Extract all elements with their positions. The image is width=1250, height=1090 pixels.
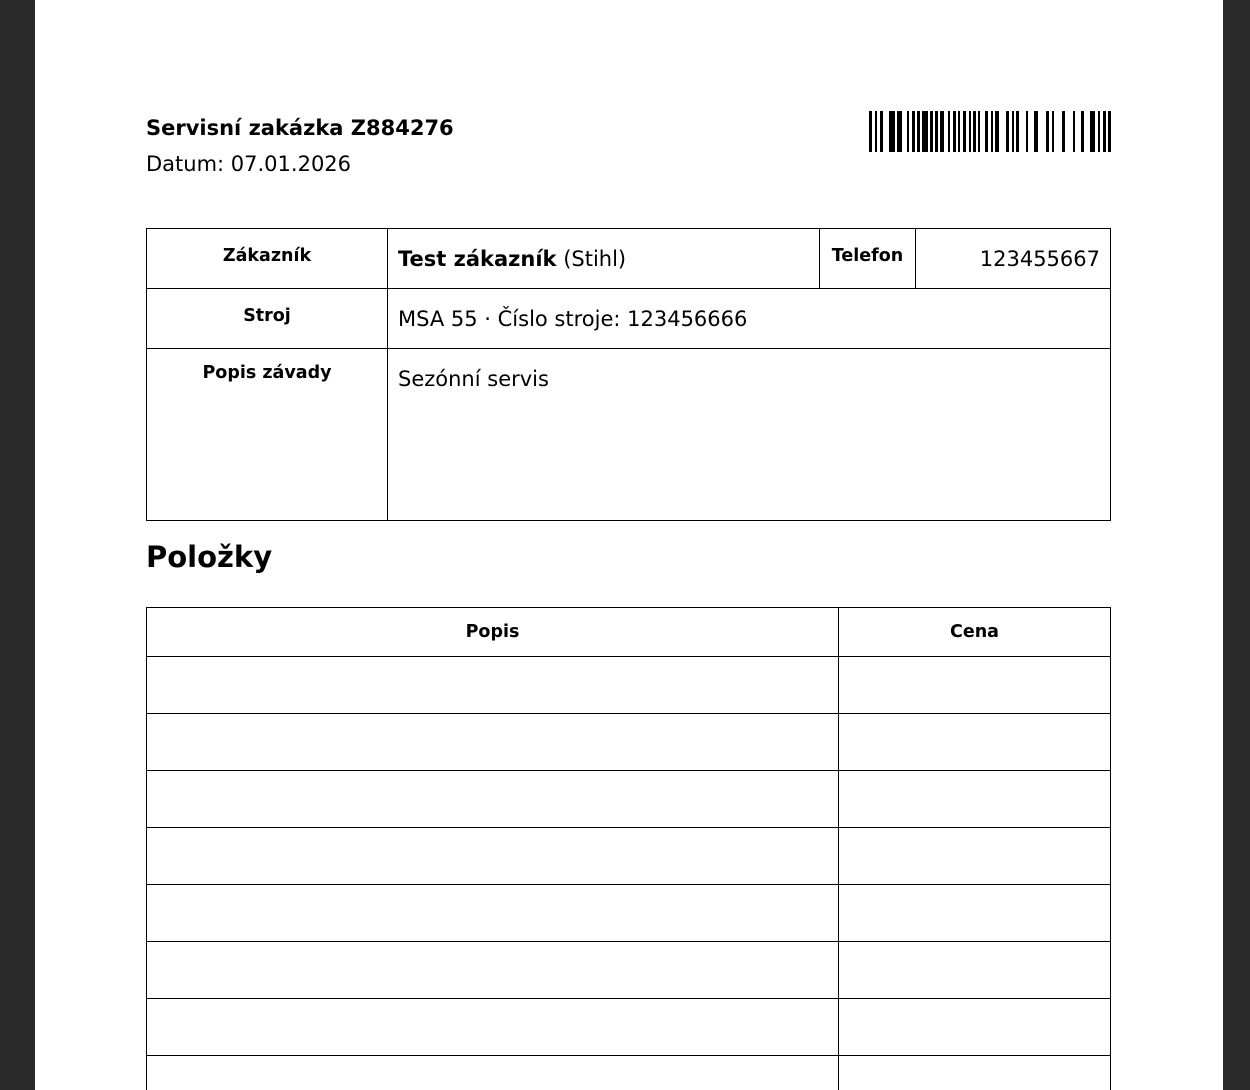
items-table [146,607,1111,1090]
customer-row [147,229,1111,289]
defect-value: Sezónní servis [388,349,1111,521]
table-row [147,828,1111,885]
defect-label: Popis závady [147,349,388,521]
phone-value: 123455667 [916,229,1111,289]
item-description-cell[interactable] [147,714,839,771]
customer-name: Test zákazník [398,246,557,271]
items-header-row [147,608,1111,657]
item-price-cell[interactable] [839,771,1111,828]
item-description-cell[interactable] [147,828,839,885]
order-date: Datum: 07.01.2026 [146,152,352,176]
defect-row [147,349,1111,521]
item-description-cell[interactable] [147,771,839,828]
item-description-cell[interactable] [147,942,839,999]
phone-label: Telefon [820,229,916,289]
machine-label: Stroj [147,289,388,349]
item-price-cell[interactable] [839,1056,1111,1090]
item-price-cell[interactable] [839,942,1111,999]
item-price-cell[interactable] [839,828,1111,885]
table-row [147,942,1111,999]
table-row [147,657,1111,714]
table-row [147,999,1111,1056]
machine-row [147,289,1111,349]
table-row [147,885,1111,942]
item-description-cell[interactable] [147,999,839,1056]
table-row [147,1056,1111,1090]
item-description-cell[interactable] [147,885,839,942]
column-header-price: Cena [839,608,1111,657]
column-header-description: Popis [147,608,839,657]
item-price-cell[interactable] [839,885,1111,942]
item-price-cell[interactable] [839,999,1111,1056]
document-page [35,0,1223,1090]
item-description-cell[interactable] [147,657,839,714]
items-section-title: Položky [146,540,273,574]
customer-brand: (Stihl) [563,246,627,271]
customer-label: Zákazník [147,229,388,289]
barcode-image [869,111,1111,152]
item-description-cell[interactable] [147,1056,839,1090]
item-price-cell[interactable] [839,714,1111,771]
table-row [147,771,1111,828]
item-price-cell[interactable] [839,657,1111,714]
order-info-table [146,228,1111,521]
customer-value [388,229,820,289]
machine-value: MSA 55 · Číslo stroje: 123456666 [388,289,1111,349]
order-title: Servisní zakázka Z884276 [146,116,454,140]
table-row [147,714,1111,771]
